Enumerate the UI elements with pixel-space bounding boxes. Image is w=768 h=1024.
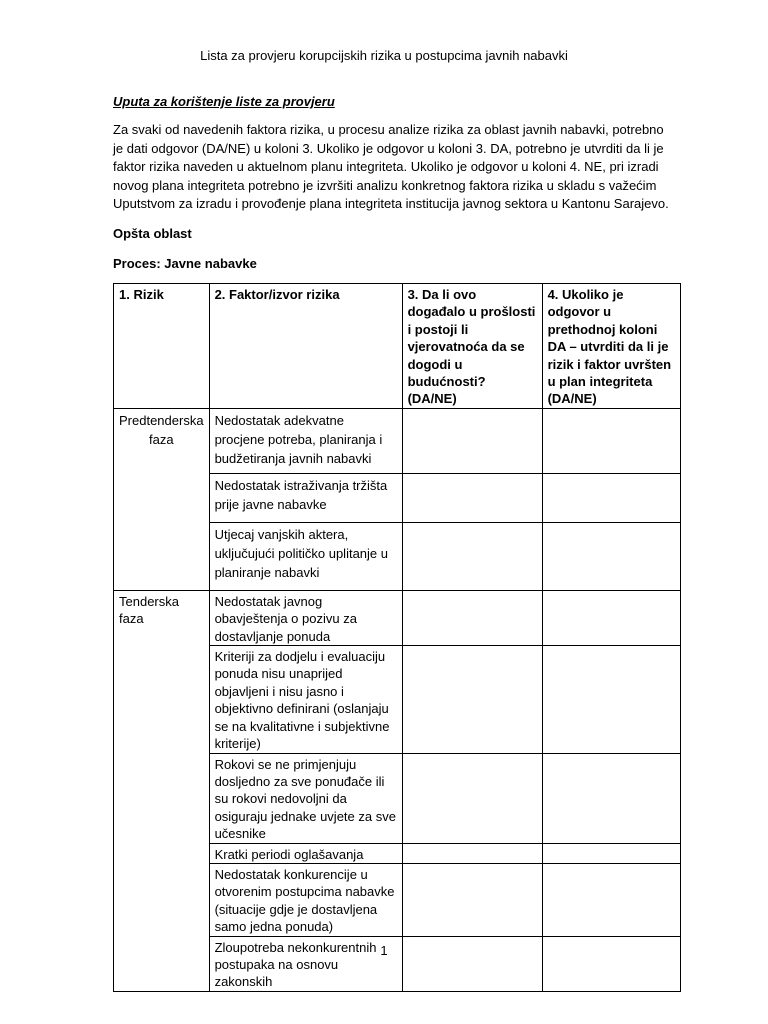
factor-cell: Nedostatak istraživanja tržišta prije javne nabavke (209, 473, 402, 522)
answer-cell-col4[interactable] (542, 863, 680, 936)
answer-cell-col3[interactable] (402, 646, 542, 753)
table-row (114, 590, 681, 645)
instructions-heading: Uputa za korištenje liste za provjeru (113, 94, 335, 109)
answer-cell-col4[interactable] (542, 473, 680, 522)
answer-cell-col3[interactable] (402, 753, 542, 843)
factor-cell: Utjecaj vanjskih aktera, uključujući političko uplitanje u planiranje nabavki (209, 522, 402, 590)
phase-cell: Predtenderska faza (114, 408, 210, 590)
answer-cell-col4[interactable] (542, 522, 680, 590)
header-factor: 2. Faktor/izvor rizika (209, 284, 402, 409)
factor-cell: Nedostatak javnog obavještenja o pozivu za dostavljanje ponuda (209, 590, 402, 645)
answer-cell-col3[interactable] (402, 408, 542, 473)
answer-cell-col3[interactable] (402, 863, 542, 936)
answer-cell-col4[interactable] (542, 753, 680, 843)
risk-table (113, 283, 681, 992)
process-label: Proces: Javne nabavke (113, 256, 257, 271)
instructions-body: Za svaki od navedenih faktora rizika, u procesu analize rizika za oblast javnih nabavki, potrebno je dati odgovor (DA/NE) u koloni 3. Ukoliko je odgovor u koloni 3. DA, potrebno je utvrditi da li je faktor rizika naveden u aktuelnom planu integriteta. Ukoliko je odgovor u koloni 4. NE, pri izradi novog plana integriteta potrebno je izvršiti analizu konkretnog faktora rizika u skladu s važećim Uputstvom za izradu i provođenje plana integriteta institucija javnog sektora u Kantonu Sarajevo. (113, 122, 669, 212)
factor-cell: Zloupotreba nekonkurentnih postupaka na osnovu zakonskih (209, 936, 402, 991)
factor-cell: Rokovi se ne primjenjuju dosljedno za sve ponuđače ili su rokovi nedovoljni da osiguraju jednake uvjete za sve učesnike (209, 753, 402, 843)
table-row (114, 408, 681, 473)
factor-cell: Nedostatak adekvatne procjene potreba, planiranja i budžetiranja javnih nabavki (209, 408, 402, 473)
answer-cell-col4[interactable] (542, 646, 680, 753)
area-label: Opšta oblast (113, 226, 192, 241)
phase-cell: Tenderska faza (114, 590, 210, 991)
header-occurrence: 3. Da li ovo događalo u prošlosti i postoji li vjerovatnoća da se dogodi u budućnosti? (DA/NE) (402, 284, 542, 409)
answer-cell-col4[interactable] (542, 408, 680, 473)
answer-cell-col3[interactable] (402, 473, 542, 522)
header-risk: 1. Rizik (114, 284, 210, 409)
answer-cell-col3[interactable] (402, 522, 542, 590)
table-header-row (114, 284, 681, 409)
answer-cell-col4[interactable] (542, 843, 680, 863)
answer-cell-col3[interactable] (402, 843, 542, 863)
page-header: Lista za provjeru korupcijskih rizika u postupcima javnih nabavki (200, 48, 568, 63)
factor-cell: Nedostatak konkurencije u otvorenim postupcima nabavke (situacije gdje je dostavljena samo jedna ponuda) (209, 863, 402, 936)
answer-cell-col3[interactable] (402, 590, 542, 645)
factor-cell: Kriteriji za dodjelu i evaluaciju ponuda nisu unaprijed objavljeni i nisu jasno i objektivno definirani (oslanjaju se na kvalitativne i subjektivne kriterije) (209, 646, 402, 753)
answer-cell-col4[interactable] (542, 590, 680, 645)
header-integrity-plan: 4. Ukoliko je odgovor u prethodnoj koloni DA – utvrditi da li je rizik i faktor uvršten u plan integriteta (DA/NE) (542, 284, 680, 409)
page-number: 1 (380, 943, 388, 958)
factor-cell: Kratki periodi oglašavanja (209, 843, 402, 863)
